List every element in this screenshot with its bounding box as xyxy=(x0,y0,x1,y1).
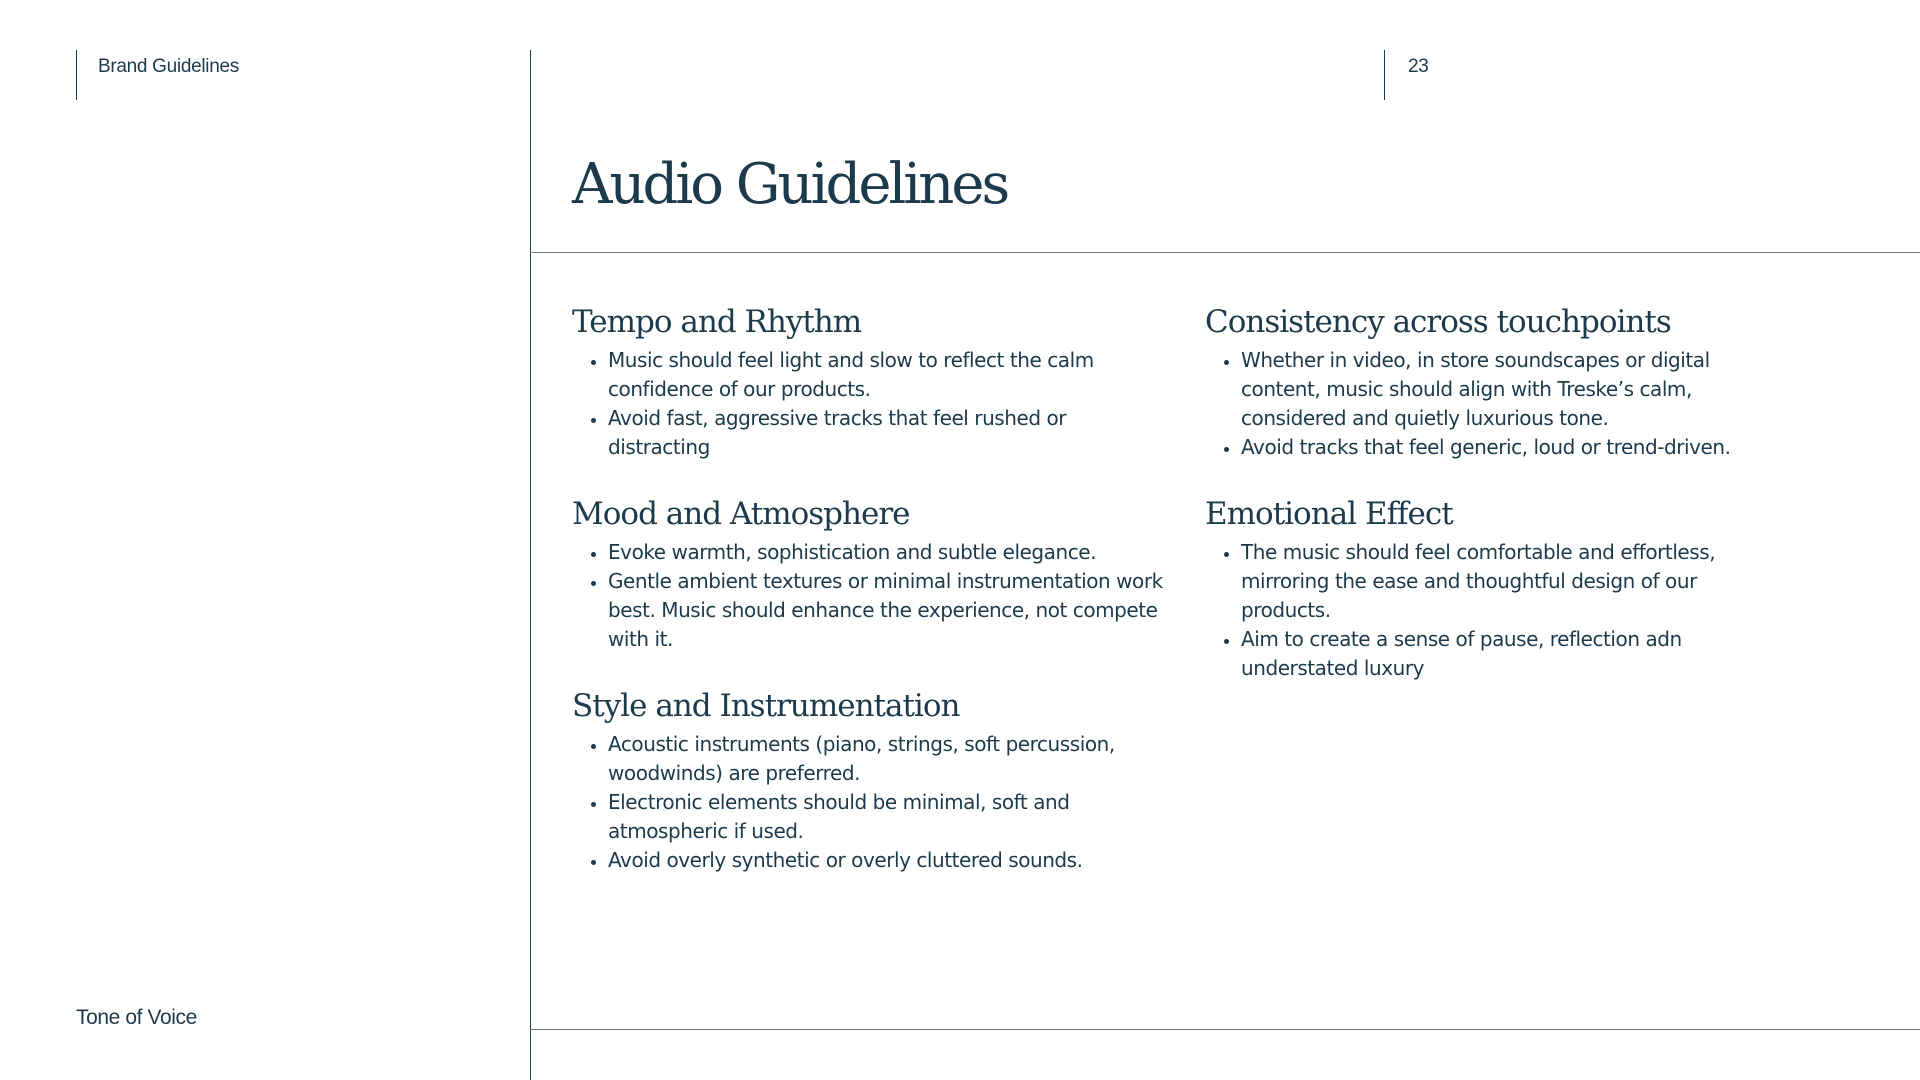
header-right-divider xyxy=(1384,50,1385,100)
bullet-item: • Whether in video, in store soundscapes or digital content, music should align with Treske’s calm, considered and quietly luxurious tone. xyxy=(1241,346,1785,433)
bullet-list xyxy=(572,346,1172,462)
bullet-item: • Electronic elements should be minimal, soft and atmospheric if used. xyxy=(608,788,1172,846)
header-left-divider xyxy=(76,50,77,100)
page-title: Audio Guidelines xyxy=(572,152,1008,217)
bullet-item: • Gentle ambient textures or minimal instrumentation work best. Music should enhance the experience, not compete with it. xyxy=(608,567,1172,654)
bullet-item: • The music should feel comfortable and effortless, mirroring the ease and thoughtful design of our products. xyxy=(1241,538,1785,625)
left-column xyxy=(572,298,1172,903)
title-underline-rule xyxy=(530,252,1920,253)
footer-rule xyxy=(530,1029,1920,1030)
bullet-item: • Acoustic instruments (piano, strings, soft percussion, woodwinds) are preferred. xyxy=(608,730,1172,788)
tone-of-voice-label: Tone of Voice xyxy=(76,1006,197,1029)
section-consistency-across-touchpoints xyxy=(1205,298,1785,462)
section-heading: Emotional Effect xyxy=(1205,496,1453,532)
section-style-and-instrumentation xyxy=(572,682,1172,875)
bullet-list xyxy=(1205,538,1785,683)
section-tempo-and-rhythm xyxy=(572,298,1172,462)
section-heading: Tempo and Rhythm xyxy=(572,304,862,340)
content-left-border xyxy=(530,50,531,1080)
right-column xyxy=(1205,298,1785,711)
bullet-item: • Avoid fast, aggressive tracks that feel rushed or distracting xyxy=(608,404,1172,462)
brand-guidelines-label: Brand Guidelines xyxy=(98,56,239,77)
bullet-list xyxy=(1205,346,1785,462)
section-mood-and-atmosphere xyxy=(572,490,1172,654)
bullet-item: • Aim to create a sense of pause, reflection adn understated luxury xyxy=(1241,625,1785,683)
section-heading: Consistency across touchpoints xyxy=(1205,304,1671,340)
bullet-item: • Music should feel light and slow to reflect the calm confidence of our products. xyxy=(608,346,1172,404)
bullet-item: • Avoid tracks that feel generic, loud or trend-driven. xyxy=(1241,433,1785,462)
bullet-list xyxy=(572,538,1172,654)
section-heading: Mood and Atmosphere xyxy=(572,496,910,532)
page-number: 23 xyxy=(1408,56,1429,77)
bullet-item: • Evoke warmth, sophistication and subtle elegance. xyxy=(608,538,1172,567)
bullet-list xyxy=(572,730,1172,875)
bullet-item: • Avoid overly synthetic or overly cluttered sounds. xyxy=(608,846,1172,875)
section-heading: Style and Instrumentation xyxy=(572,688,960,724)
section-emotional-effect xyxy=(1205,490,1785,683)
